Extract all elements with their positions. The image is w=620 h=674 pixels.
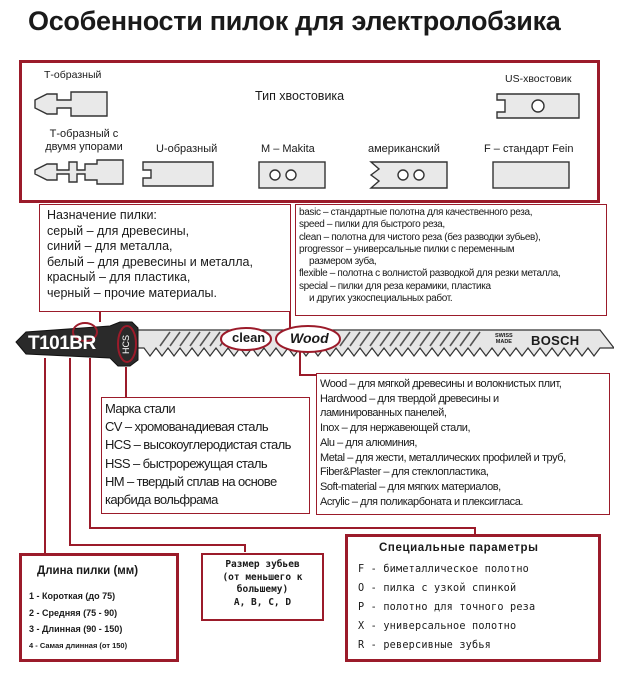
length-heading: Длина пилки (мм) <box>37 565 139 577</box>
blade-kind-text: clean <box>232 330 266 345</box>
blade-material-text: Wood <box>290 330 329 346</box>
purpose-list <box>47 208 253 301</box>
makita-label: M – Makita <box>261 143 315 155</box>
purpose-item: черный – прочие материалы. <box>47 285 217 300</box>
blade-kind-item: speed – пилки для быстрого реза, <box>299 219 445 231</box>
teeth-line: (от меньшего к <box>222 571 303 583</box>
blade-steel-mark: HCS <box>121 334 131 354</box>
material-item: Inox – для нержавеющей стали, <box>320 422 471 435</box>
t-two-stops-line-1: Т-образный с <box>49 128 119 140</box>
material-item: Hardwood – для твердой древесины и <box>320 392 499 405</box>
steel-heading: Марка стали <box>105 401 176 416</box>
blade-kind-item: размером зуба, <box>309 256 377 268</box>
material-item: Alu – для алюминия, <box>320 436 418 449</box>
purpose-item: синий – для металла, <box>47 239 173 253</box>
made-text: MADE <box>495 339 512 345</box>
shank-type-heading: Тип хвостовика <box>255 89 345 103</box>
length-leader <box>45 360 55 560</box>
t-two-stops-line-2: двумя упорами <box>45 141 123 153</box>
teeth-line: большему) <box>236 584 289 595</box>
steel-item: HM – твердый сплав на основе <box>105 473 277 489</box>
length-item: 1 - Короткая (до 75) <box>29 591 116 601</box>
special-item: X - универсальное полотно <box>358 621 517 632</box>
purpose-item: красный – для пластика, <box>47 270 191 284</box>
steel-item: CV – хромованадиевая сталь <box>105 419 269 435</box>
brand-logo: BOSCH <box>531 333 580 348</box>
blade-kind-item: progressor – универсальные пилки с переменным <box>299 243 515 255</box>
blade-kind-item: special – пилки для реза керамики, пластика <box>299 280 491 292</box>
teeth-text <box>201 559 324 609</box>
u-type-label: U-образный <box>156 143 218 155</box>
page-title: Особенности пилок для электролобзика <box>28 6 561 36</box>
material-item: Fiber&Plaster – для стеклопластика, <box>320 466 489 479</box>
swiss-text: SWISS <box>495 333 513 339</box>
special-item: R - реверсивные зубья <box>358 640 492 651</box>
material-item: ламинированных панелей, <box>320 407 447 420</box>
materials-list <box>320 377 566 509</box>
length-item: 4 - Самая длинная (от 150) <box>29 640 128 650</box>
purpose-heading: Назначение пилки: <box>47 208 157 222</box>
blade-code: T101BR <box>28 333 96 354</box>
special-list <box>358 560 535 655</box>
jigsaw-blade <box>10 318 614 376</box>
steel-item: карбида вольфрама <box>105 492 218 508</box>
american-label: американский <box>368 143 440 155</box>
us-type-label: US-хвостовик <box>505 73 572 85</box>
purpose-item: серый – для древесины, <box>47 223 190 238</box>
length-item: 3 - Длинная (90 - 150) <box>29 624 123 634</box>
fein-label: F – стандарт Fein <box>484 143 574 155</box>
special-item: P - полотно для точного реза <box>358 602 536 613</box>
steel-item: HCS – высокоуглеродистая сталь <box>105 437 291 453</box>
blade-kind-item: и других узкоспециальных работ. <box>309 293 453 305</box>
material-item: Acrylic – для поликарбоната и плексигласа. <box>320 495 523 508</box>
teeth-line: Размер зубьев <box>225 559 300 570</box>
length-list <box>29 588 127 654</box>
special-heading: Специальные параметры <box>379 542 539 554</box>
purpose-item: белый – для древесины и металла, <box>47 254 253 269</box>
steel-list <box>105 400 291 509</box>
special-item: F - биметаллическое полотно <box>358 564 530 575</box>
t-type-label: Т-образный <box>44 69 102 81</box>
blade-kind-item: basic – стандартные полотна для качественного реза, <box>299 207 533 218</box>
material-item: Soft-material – для мягких материалов, <box>320 480 501 493</box>
material-item: Wood – для мягкой древесины и волокнистых плит, <box>320 378 562 390</box>
material-item: Metal – для жести, металлических профилей и труб, <box>320 451 566 464</box>
swiss-made-text <box>495 333 513 345</box>
special-item: O - пилка с узкой спинкой <box>358 583 517 594</box>
blade-kinds-list <box>299 207 560 305</box>
teeth-line: A, B, C, D <box>233 596 292 608</box>
length-item: 2 - Средняя (75 - 90) <box>29 607 118 618</box>
blade-kind-item: clean – полотна для чистого реза (без разводки зубьев), <box>299 231 541 243</box>
steel-item: HSS – быстрорежущая сталь <box>105 455 268 471</box>
blade-kind-item: flexible – полотна с волнистой разводкой для резки металла, <box>299 268 561 280</box>
